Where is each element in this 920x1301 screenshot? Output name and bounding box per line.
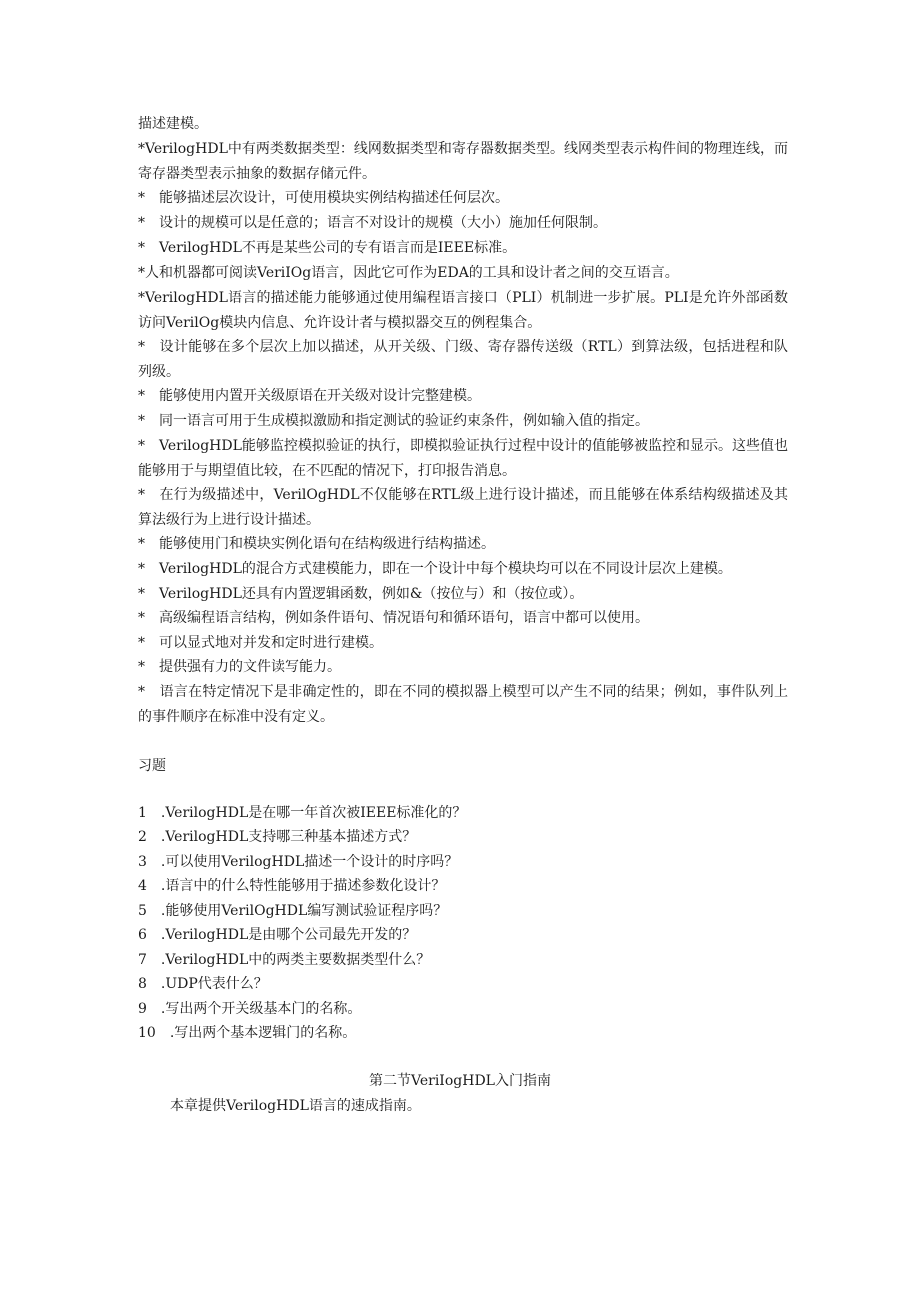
section-title: 第二节VeriIogHDL入门指南 [369, 1073, 551, 1089]
section-intro: 本章提供VerilogHDL语言的速成指南。 [170, 1098, 421, 1114]
bullet-behavioral: * 在行为级描述中，VerilOgHDL不仅能够在RTL级上进行设计描述，而且能够在体系结构级描述及其算法级行为上进行设计描述。 [138, 487, 788, 528]
question-item: 8 .UDP代表什么？ [138, 976, 268, 992]
question-item: 7 .VerilogHDL中的两类主要数据类型什么？ [138, 952, 431, 968]
question-item: 9 .写出两个开关级基本门的名称。 [138, 1001, 362, 1017]
question-item: 6 .VerilogHDL是由哪个公司最先开发的？ [138, 927, 417, 943]
bullet-switch-level: * 能够使用内置开关级原语在开关级对设计完整建模。 [138, 388, 481, 404]
bullet-readable: *人和机器都可阅读VeriIOg语言，因此它可作为EDA的工具和设计者之间的交互语言。 [138, 265, 679, 281]
bullet-concurrency: * 可以显式地对并发和定时进行建模。 [138, 635, 383, 651]
question-item: 3 .可以使用VerilogHDL描述一个设计的时序吗？ [138, 854, 459, 870]
question-item: 5 .能够使用VerilOgHDL编写测试验证程序吗？ [138, 903, 448, 919]
paragraph-intro-end: 描述建模。 [138, 116, 208, 132]
bullet-stimulus: * 同一语言可用于生成模拟激励和指定测试的验证约束条件，例如输入值的指定。 [138, 413, 649, 429]
bullet-hierarchy: * 能够描述层次设计，可使用模块实例结构描述任何层次。 [138, 190, 509, 206]
bullet-high-level: * 高级编程语言结构，例如条件语句、情况语句和循环语句，语言中都可以使用。 [138, 610, 649, 626]
exercises-heading: 习题 [138, 758, 166, 774]
bullet-ieee: * VerilogHDL不再是某些公司的专有语言而是IEEE标准。 [138, 240, 517, 256]
question-item: 1 .VerilogHDL是在哪一年首次被IEEE标准化的？ [138, 805, 467, 821]
bullet-file-io: * 提供强有力的文件读写能力。 [138, 659, 341, 675]
bullet-data-types: *VerilogHDL中有两类数据类型：线网数据类型和寄存器数据类型。线网类型表示构件间的物理连线，而寄存器类型表示抽象的数据存储元件。 [138, 141, 788, 182]
bullet-monitor: * VerilogHDL能够监控模拟验证的执行，即模拟验证执行过程中设计的值能够被监控和显示。这些值也能够用于与期望值比较，在不匹配的情况下，打印报告消息。 [138, 438, 788, 479]
bullet-nondeterminism: * 语言在特定情况下是非确定性的，即在不同的模拟器上模型可以产生不同的结果；例如，事件队列上的事件顺序在标准中没有定义。 [138, 684, 788, 725]
bullet-levels: * 设计能够在多个层次上加以描述，从开关级、门级、寄存器传送级（RTL）到算法级，包括进程和队列级。 [138, 339, 788, 380]
bullet-mixed: * VerilogHDL的混合方式建模能力，即在一个设计中每个模块均可以在不同设计层次上建模。 [138, 561, 732, 577]
bullet-scale: * 设计的规模可以是任意的；语言不对设计的规模（大小）施加任何限制。 [138, 215, 607, 231]
bullet-logic-functions: * VerilogHDL还具有内置逻辑函数，例如&（按位与）和（按位或）。 [138, 586, 584, 602]
question-item: 10 .写出两个基本逻辑门的名称。 [138, 1025, 357, 1041]
question-item: 2 .VerilogHDL支持哪三种基本描述方式？ [138, 829, 417, 845]
bullet-structural: * 能够使用门和模块实例化语句在结构级进行结构描述。 [138, 536, 495, 552]
question-item: 4 .语言中的什么特性能够用于描述参数化设计？ [138, 878, 446, 894]
bullet-pli: *VerilogHDL语言的描述能力能够通过使用编程语言接口（PLI）机制进一步扩展。PLI是允许外部函数访问VerilOg模块内信息、允许设计者与模拟器交互的例程集合。 [138, 290, 788, 331]
